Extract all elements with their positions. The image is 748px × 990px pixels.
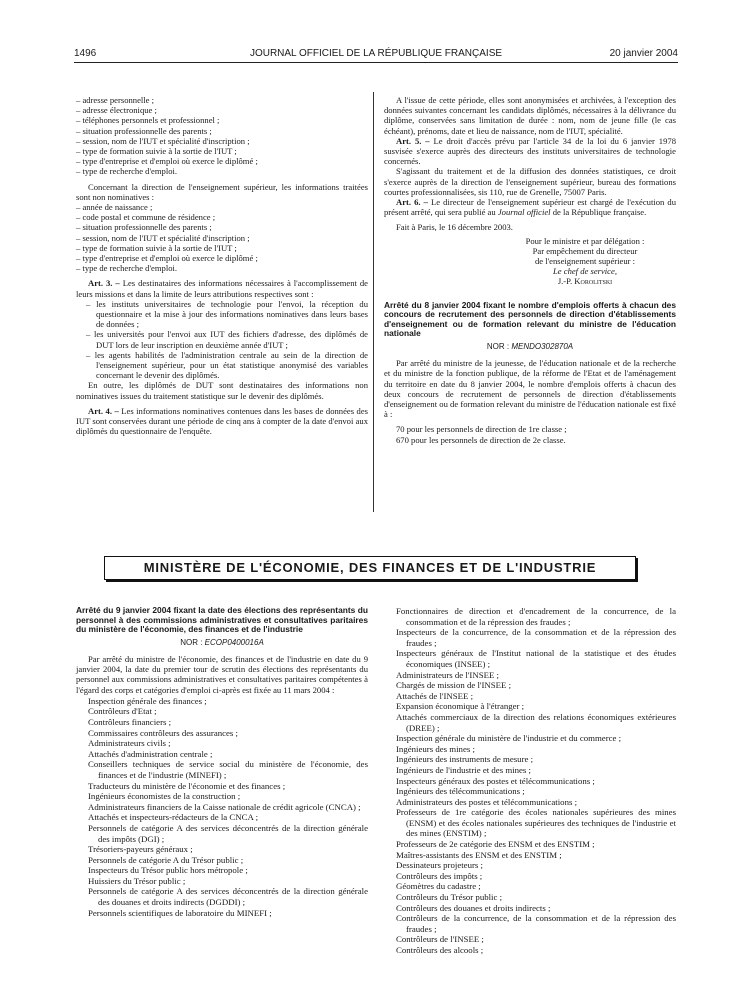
journal-officiel-italic: Journal officiel (497, 207, 551, 218)
list-item: Chargés de mission de l'INSEE ; (396, 680, 512, 691)
list-item: Contrôleurs des impôts ; (396, 870, 483, 881)
list-item: – les instituts universitaires de technologie pour l'envoi, la réception du questionnaire et la mise à jour des informations nominatives dans leurs bases de données ; (86, 298, 368, 330)
list-item: Professeurs de 1re catégorie des écoles nationales supérieures des mines (ENSM) et des écoles nationales supérieures des techniques de l'industrie et des mines (ENSTIM) ; (396, 807, 676, 839)
signature-line: de l'enseignement supérieur : (534, 256, 636, 267)
list-item: Attachés d'administration centrale ; (88, 748, 213, 759)
list-item: – adresse personnelle ; (76, 95, 155, 105)
signing-place-date: Fait à Paris, le 16 décembre 2003. (396, 222, 513, 233)
list-item: Attachés commerciaux de la direction des relations économiques extérieures (DREE) ; (396, 711, 676, 733)
list-item: Attachés et inspecteurs-rédacteurs de la CNCA ; (88, 812, 259, 823)
article-label: Art. 4. – (88, 405, 119, 416)
list-item: Contrôleurs de la concurrence, de la consommation et de la répression des fraudes ; (396, 913, 676, 934)
list-item: Contrôleurs du Trésor public ; (396, 892, 503, 903)
non-nominative-list (76, 202, 368, 273)
count-line: 70 pour les personnels de direction de 1re classe ; (396, 424, 567, 435)
list-item: Personnels de catégorie A des services déconcentrés de la direction générale des douanes et droits indirects (DGDDI) ; (88, 886, 368, 908)
list-item: Inspection générale des finances ; (88, 695, 207, 706)
list-item: – année de naissance ; (76, 202, 153, 213)
list-item: – situation professionnelle des parents ; (76, 125, 212, 136)
page-header (74, 46, 678, 63)
signature-line: Par empêchement du directeur (532, 245, 638, 256)
arrete-title: Arrêté du 8 janvier 2004 fixant le nombre d'emplois offerts à chacun des concours de recrutement des personnels de direction d'établissements d'enseignement ou de formation relevant du ministre de l'éducation nationale (384, 299, 676, 339)
list-item: – session, nom de l'IUT et spécialité d'inscription ; (76, 135, 250, 146)
list-item: Trésoriers-payeurs généraux ; (88, 844, 193, 855)
page-number: 1496 (74, 48, 97, 59)
list-item: Contrôleurs financiers ; (88, 716, 172, 727)
list-item: Conseillers techniques de service social du ministère de l'économie, des finances et de l'industrie (MINEFI) ; (88, 759, 368, 780)
journal-title: JOURNAL OFFICIEL DE LA RÉPUBLIQUE FRANÇAISE (249, 48, 503, 59)
paragraph: Par arrêté du ministre de la jeunesse, de l'éducation nationale et de la recherche et du ministre de la fonction publique, de la réforme de l'Etat et de l'aménagement du territoire en date du 8 janvier 2004, le nombre d'emplois offerts à chacun des deux concours de recrutement de personnels de direction d'établissements d'enseignement ou de formation relevant du ministre de l'éducation nationale est fixé à : (384, 358, 676, 420)
left-top-column (76, 95, 368, 437)
list-item: Contrôleurs d'Etat ; (88, 706, 157, 717)
list-item: Personnels de catégorie A du Trésor public ; (88, 854, 244, 865)
list-item: – type de formation suivie à la sortie de l'IUT ; (76, 242, 237, 253)
ministry-banner: MINISTÈRE DE L'ÉCONOMIE, DES FINANCES ET DE L'INDUSTRIE (104, 556, 636, 580)
article-label: Art. 5. – (396, 135, 430, 146)
list-item: Ingénieurs de l'industrie et des mines ; (396, 764, 531, 775)
nor-code: ECOP0400016A (204, 637, 264, 647)
article-label: Art. 6. – (396, 197, 428, 208)
article-4 (76, 406, 368, 437)
list-item: Personnels scientifiques de laboratoire du MINEFI ; (88, 907, 272, 918)
list-item: – les universités pour l'envoi aux IUT des fichiers d'adresse, des diplômés de DUT lors de leur inscription en deuxième année d'IUT ; (86, 329, 368, 350)
signature-line: Le chef de service, (553, 266, 617, 277)
list-item: Administrateurs de l'INSEE ; (396, 669, 499, 680)
paragraph: Par arrêté du ministre de l'économie, des finances et de l'industrie en date du 9 janvier 2004, la date du premier tour de scrutin des élections des représentants du personnel aux commissions administratives et consultatives paritaires compétentes à l'égard des corps et catégories d'emploi ci-après est fixée au 11 mars 2004 : (76, 653, 368, 695)
article-3 (76, 278, 368, 298)
paragraph: A l'issue de cette période, elles sont anonymisées et archivées, à l'exception des données suivantes concernant les candidats diplômés, nécessaires à la délivrance du diplôme, conservées sans limitation de durée : nom, nom de jeune fille (le cas échéant), prénoms, date et lieu de naissance, nom de l'IUT, spécialité. (384, 95, 676, 136)
list-item: Personnels de catégorie A des services déconcentrés de la direction générale des impôts (DGI) ; (88, 822, 368, 844)
nor-label: NOR : (180, 637, 205, 647)
list-item: Ingénieurs des mines ; (396, 743, 475, 754)
right-top-column (384, 95, 676, 445)
article-text: Les destinataires des informations nécessaires à l'accomplissement de leurs missions et dans la limite de leurs attributions respectives sont : (76, 278, 368, 299)
list-item: Géomètres du cadastre ; (396, 881, 481, 892)
list-item: Inspecteurs de la concurrence, de la consommation et de la répression des fraudes ; (396, 627, 676, 648)
article-label: Art. 3. – (88, 278, 120, 289)
article-text: de la République française. (550, 207, 647, 218)
list-item: Contrôleurs de l'INSEE ; (396, 934, 484, 945)
corps-list (76, 696, 368, 918)
list-item: Dessinateurs projeteurs ; (396, 860, 483, 871)
recipients-list (76, 299, 368, 381)
list-item: Fonctionnaires de direction et d'encadrement de la concurrence, de la consommation et de la répression des fraudes ; (396, 606, 676, 627)
list-item: – code postal et commune de résidence ; (76, 212, 216, 223)
left-bottom-column (76, 606, 368, 918)
list-item: Administrateurs financiers de la Caisse nationale de crédit agricole (CNCA) ; (88, 801, 361, 812)
list-item: Maîtres-assistants des ENSM et des ENSTIM ; (396, 849, 562, 860)
list-item: Commissaires contrôleurs des assurances ; (88, 727, 239, 738)
list-item: Traducteurs du ministère de l'économie et des finances ; (88, 780, 286, 791)
list-item: – type d'entreprise et d'emploi où exerce le diplômé ; (76, 156, 258, 167)
signatory-name: J.-P. Korolitski (557, 276, 613, 287)
paragraph: S'agissant du traitement et de la diffusion des données statistiques, ce droit s'exerce auprès de la direction de l'enseignement supérieur, bureau des formations courtes professionnalisées, sis 110, rue de Grenelle, 75007 Paris. (384, 166, 676, 197)
list-item: Ingénieurs des instruments de mesure ; (396, 754, 534, 765)
paragraph: Concernant la direction de l'enseignement supérieur, les informations traitées sont non nominatives : (76, 181, 368, 202)
signature-block (494, 236, 676, 287)
list-item: – situation professionnelle des parents ; (76, 222, 212, 233)
list-item: – type de recherche d'emploi. (76, 166, 178, 177)
list-item: Inspecteurs généraux de l'Institut national de la statistique et des études économiques (INSEE) ; (396, 648, 676, 669)
nor-reference (384, 342, 676, 352)
list-item: Ingénieurs économistes de la construction ; (88, 791, 241, 802)
list-item: – session, nom de l'IUT et spécialité d'inscription ; (76, 232, 250, 243)
list-item: – type de formation suivie à la sortie de l'IUT ; (76, 146, 237, 157)
paragraph: En outre, les diplômés de DUT sont destinataires des informations non nominatives issues du traitement statistique sur le devenir des diplômés. (76, 380, 368, 401)
list-item: Inspection générale du ministère de l'industrie et du commerce ; (396, 733, 622, 744)
arrete-title: Arrêté du 9 janvier 2004 fixant la date des élections des représentants du personnel à des commissions administratives et consultatives paritaires du ministère de l'économie, des finances et de l'industrie (76, 605, 368, 635)
list-item: Inspecteurs du Trésor public hors métropole ; (88, 865, 248, 876)
list-item: – les agents habilités de l'administration centrale au sein de la direction de l'enseignement supérieur, pour un état statistique anonymisé des variables concernant le devenir des diplômés. (86, 349, 368, 381)
list-item: Professeurs de 2e catégorie des ENSM et des ENSTIM ; (396, 839, 595, 850)
nor-reference (76, 638, 368, 648)
article-5 (384, 136, 676, 167)
list-item: Ingénieurs des télécommunications ; (396, 786, 525, 797)
issue-date: 20 janvier 2004 (609, 48, 678, 59)
count-line: 670 pour les personnels de direction de 2e classe. (396, 434, 566, 445)
article-text: Le directeur de l'enseignement supérieur est chargé de l'exécution du présent arrêté, qui sera publié au (384, 197, 676, 218)
list-item: – adresse électronique ; (76, 105, 157, 116)
list-item: Administrateurs des postes et télécommunications ; (396, 796, 578, 807)
list-item: Contrôleurs des douanes et droits indirects ; (396, 902, 551, 913)
list-item: Administrateurs civils ; (88, 738, 171, 749)
personal-info-list (76, 95, 368, 177)
list-item: Huissiers du Trésor public ; (88, 875, 186, 886)
list-item: – type d'entreprise et d'emploi où exerce le diplômé ; (76, 253, 258, 264)
list-item: – téléphones personnels et professionnel ; (76, 115, 220, 126)
list-item: Contrôleurs des alcools ; (396, 945, 484, 955)
nor-code: MENDO302870A (511, 342, 574, 352)
list-item: Attachés de l'INSEE ; (396, 690, 474, 701)
list-item: Inspecteurs généraux des postes et télécommunications ; (396, 775, 595, 786)
list-item: – type de recherche d'emploi. (76, 263, 178, 274)
right-bottom-column (384, 606, 676, 956)
signature-line: Pour le ministre et par délégation : (525, 235, 645, 246)
list-item: Expansion économique à l'étranger ; (396, 701, 525, 712)
nor-label: NOR : (486, 342, 512, 352)
article-text: Le droit d'accès prévu par l'article 34 de la loi du 6 janvier 1978 susvisée s'exerce auprès des directeurs des instituts universitaires de technologie concernés. (384, 135, 676, 167)
article-text: Les informations nominatives contenues dans les bases de données des IUT sont conservées durant une période de cinq ans à compter de la date d'envoi aux diplômés du questionnaire de l'enquête. (76, 405, 368, 437)
article-6 (384, 197, 676, 217)
column-divider (373, 92, 374, 512)
